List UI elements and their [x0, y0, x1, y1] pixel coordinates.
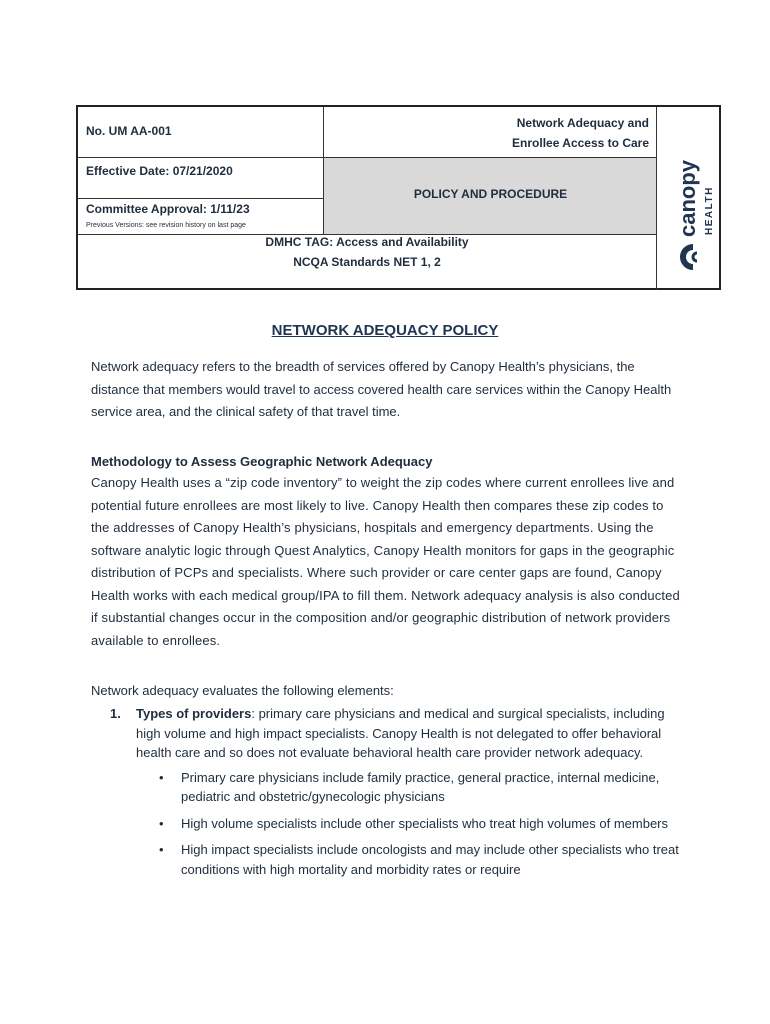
methodology-paragraph: Canopy Health uses a “zip code inventory” to weight the zip codes where current enrollees live and potential future enrollees are most likely to live. Canopy Health then compares these zip codes to the addresses of Canopy Health’s physicians, hospitals and emergency departments. Using the software analytic logic through Quest Analytics, Canopy Health monitors for gaps in the geographic distribution of PCPs and specialists. Where such provider or care center gaps are found, Canopy Health works with each medical group/IPA to fill them. Network adequacy analysis is also conducted if substantial changes occur in the composition and/or geographic distribution of network providers available to enrollees. — [91, 475, 680, 648]
policy-topic — [324, 113, 649, 153]
bullet-text: High volume specialists include other specialists who treat high volumes of members — [181, 815, 668, 831]
elements-list — [91, 704, 681, 879]
bullet-item — [91, 768, 681, 807]
ncqa-standards: NCQA Standards NET 1, 2 — [293, 255, 441, 269]
list-item — [91, 704, 681, 763]
policy-topic-line1: Network Adequacy and — [516, 116, 649, 130]
logo-subword: HEALTH — [704, 186, 715, 235]
document-title: NETWORK ADEQUACY POLICY — [271, 322, 499, 339]
list-item-number: 1. — [110, 706, 121, 721]
canopy-health-logo — [657, 107, 721, 290]
divider — [78, 157, 656, 158]
canopy-logo-graphic — [657, 107, 721, 290]
bullet-item — [91, 840, 681, 879]
logo-mark-inner-icon — [693, 253, 697, 261]
evaluates-intro: Network adequacy evaluates the following elements: — [91, 683, 394, 698]
list-item-text: : primary care physicians and medical and surgical specialists, including high volume and high impact specialists. Canopy Health is not delegated to offer behavioral health care and so does not evaluate behavioral health care provider network adequacy. — [136, 706, 665, 760]
policy-type: POLICY AND PROCEDURE — [413, 187, 568, 201]
policy-topic-line2: Enrollee Access to Care — [512, 136, 649, 150]
effective-date: Effective Date: 07/21/2020 — [86, 164, 233, 178]
dmhc-tag: DMHC TAG: Access and Availability — [265, 235, 469, 249]
bullet-text: Primary care physicians include family practice, general practice, internal medicine, pediatric and obstetric/gynecologic physicians — [181, 769, 660, 804]
logo-wordmark: canopy — [675, 159, 700, 237]
bullet-icon: • — [159, 769, 164, 785]
policy-number: No. UM AA-001 — [86, 124, 172, 138]
intro-paragraph: Network adequacy refers to the breadth of services offered by Canopy Health’s physicians, the distance that members would travel to access covered health care services within the Canopy Health service area, and the clinical safety of that travel time. — [91, 359, 672, 419]
committee-approval: Committee Approval: 1/11/23 — [86, 202, 250, 216]
bullet-icon: • — [159, 815, 164, 831]
previous-versions: Previous Versions: see revision history on last page — [86, 222, 246, 229]
bullet-icon: • — [159, 842, 164, 857]
methodology-heading: Methodology to Assess Geographic Network Adequacy — [91, 454, 433, 469]
bullet-text: High impact specialists include oncologists and may include other specialists who treat conditions with high mortality and morbidity rates or require — [181, 842, 679, 877]
divider — [78, 198, 323, 199]
bullet-item — [91, 814, 681, 834]
list-item-label: Types of providers — [136, 706, 252, 721]
policy-header-table — [76, 105, 721, 290]
